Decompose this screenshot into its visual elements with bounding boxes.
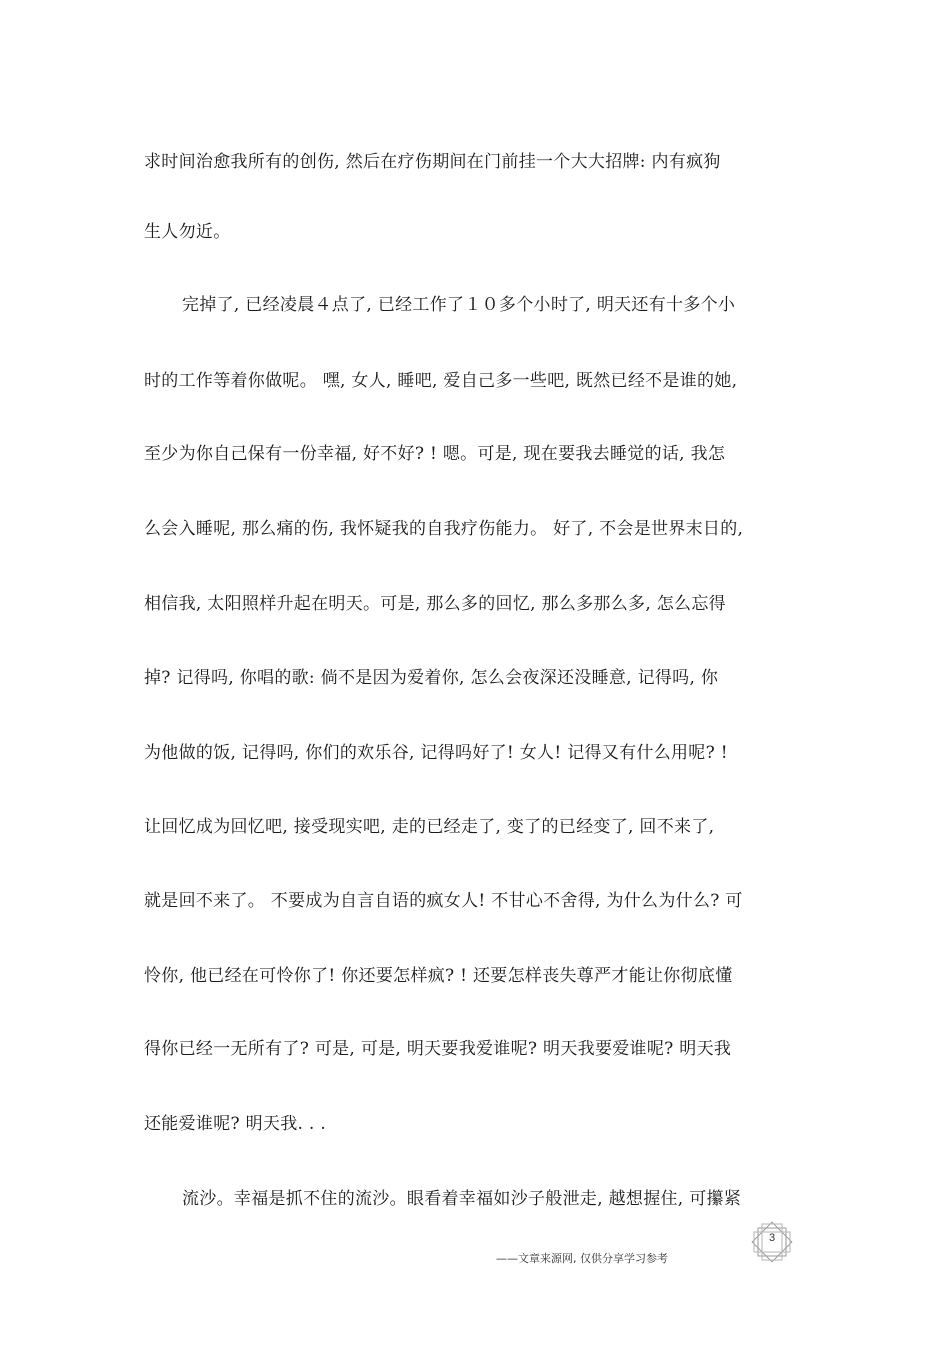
paragraph-line: 让回忆成为回忆吧, 接受现实吧, 走的已经走了, 变了的已经变了, 回不来了,: [144, 817, 715, 837]
paragraph-line: 生人勿近。: [144, 222, 231, 242]
paragraph-line: 完掉了, 已经凌晨４点了, 已经工作了１０多个小时了, 明天还有十多个小: [182, 295, 736, 315]
paragraph-line: 相信我, 太阳照样升起在明天。可是, 那么多的回忆, 那么多那么多, 怎么忘得: [144, 594, 726, 614]
paragraph-line: 至少为你自己保有一份幸福, 好不好? ! 嗯。可是, 现在要我去睡觉的话, 我怎: [144, 444, 726, 464]
page-number: 3: [768, 1232, 776, 1244]
paragraph-line: 求时间治愈我所有的创伤, 然后在疗伤期间在门前挂一个大大招牌: 内有疯狗: [144, 152, 721, 172]
paragraph-line: 流沙。幸福是抓不住的流沙。眼看着幸福如沙子般泄走, 越想握住, 可攥紧: [182, 1189, 742, 1209]
paragraph-line: 就是回不来了。 不要成为自言自语的疯女人! 不甘心不舍得, 为什么为什么? 可: [144, 891, 743, 911]
paragraph-line: 么会入睡呢, 那么痛的伤, 我怀疑我的自我疗伤能力。 好了, 不会是世界末日的,: [144, 519, 744, 539]
paragraph-line: 怜你, 他已经在可怜你了! 你还要怎样疯? ! 还要怎样丧失尊严才能让你彻底懂: [144, 966, 733, 986]
paragraph-line: 为他做的饭, 记得吗, 你们的欢乐谷, 记得吗好了! 女人! 记得又有什么用呢? !: [144, 743, 728, 763]
paragraph-line: 时的工作等着你做呢。 嘿, 女人, 睡吧, 爱自己多一些吧, 既然已经不是谁的她,: [144, 371, 738, 391]
paragraph-line: 还能爱谁呢? 明天我. . .: [144, 1114, 327, 1134]
paragraph-line: 得你已经一无所有了? 可是, 可是, 明天要我爱谁呢? 明天我要爱谁呢? 明天我: [144, 1039, 732, 1059]
footer-note: ——文章来源网, 仅供分享学习参考: [496, 1252, 668, 1265]
paragraph-line: 掉? 记得吗, 你唱的歌: 倘不是因为爱着你, 怎么会夜深还没睡意, 记得吗, 你: [144, 668, 719, 688]
page-number-badge: [748, 1218, 796, 1266]
